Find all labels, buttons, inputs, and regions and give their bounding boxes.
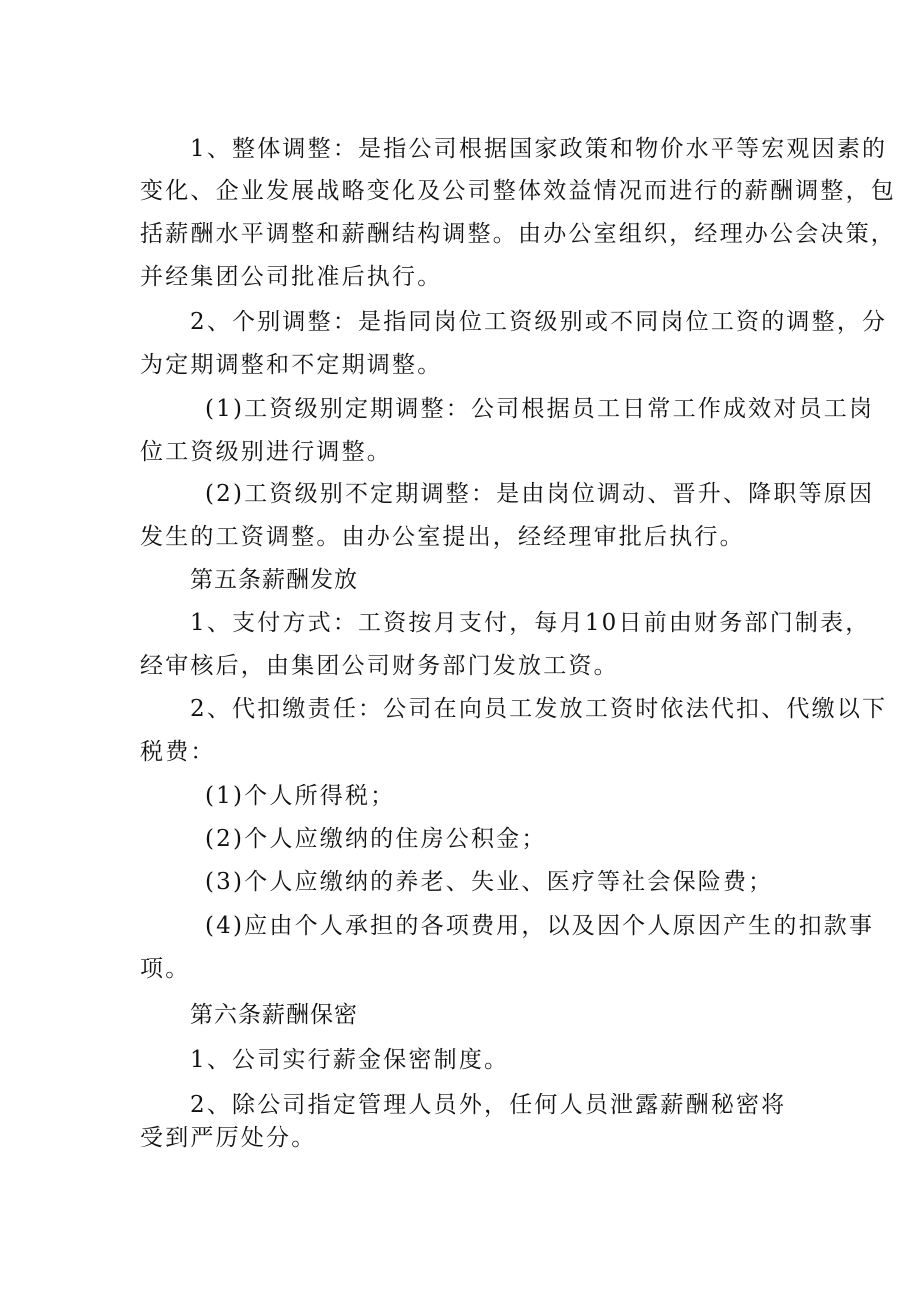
paragraph-confidentiality-penalty-line-1: 2、除公司指定管理人员外，任何人员泄露薪酬秘密将 [190,1092,787,1118]
paragraph-payment-method-line-2: 经审核后，由集团公司财务部门发放工资。 [140,653,619,679]
section-heading-article-5: 第五条薪酬发放 [190,567,358,593]
paragraph-confidentiality-penalty-line-2: 受到严厉处分。 [140,1125,317,1151]
section-heading-article-6: 第六条薪酬保密 [190,1002,358,1028]
paragraph-confidentiality-system: 1、公司实行薪金保密制度。 [190,1047,510,1073]
list-item-housing-fund: (2)个人应缴纳的住房公积金； [205,826,547,852]
list-item-personal-fees-line-2: 项。 [140,956,191,982]
paragraph-individual-adjustment-line-2: 为定期调整和不定期调整。 [140,352,443,378]
paragraph-regular-adjustment-line-1: (1)工资级别定期调整：公司根据员工日常工作成效对员工岗 [205,396,875,422]
list-item-social-insurance: (3)个人应缴纳的养老、失业、医疗等社会保险费； [205,869,774,895]
list-item-personal-fees-line-1: (4)应由个人承担的各项费用，以及因个人原因产生的扣款事 [205,913,875,939]
paragraph-irregular-adjustment-line-1: (2)工资级别不定期调整：是由岗位调动、晋升、降职等原因 [205,481,875,507]
paragraph-overall-adjustment-line-3: 括薪酬水平调整和薪酬结构调整。由办公室组织，经理办公会决策， [140,221,896,247]
paragraph-overall-adjustment-line-2: 变化、企业发展战略变化及公司整体效益情况而进行的薪酬调整，包 [140,178,896,204]
paragraph-individual-adjustment-line-1: 2、个别调整：是指同岗位工资级别或不同岗位工资的调整，分 [190,309,888,335]
paragraph-payment-method-line-1: 1、支付方式：工资按月支付，每月10日前由财务部门制表， [190,610,871,636]
paragraph-irregular-adjustment-line-2: 发生的工资调整。由办公室提出，经经理审批后执行。 [140,524,745,550]
paragraph-overall-adjustment-line-4: 并经集团公司批准后执行。 [140,264,443,290]
list-item-income-tax: (1)个人所得税； [205,783,396,809]
paragraph-withholding-line-1: 2、代扣缴责任：公司在向员工发放工资时依法代扣、代缴以下 [190,696,888,722]
paragraph-overall-adjustment-line-1: 1、整体调整：是指公司根据国家政策和物价水平等宏观因素的 [190,136,888,162]
paragraph-regular-adjustment-line-2: 位工资级别进行调整。 [140,439,392,465]
paragraph-withholding-line-2: 税费： [140,739,216,765]
